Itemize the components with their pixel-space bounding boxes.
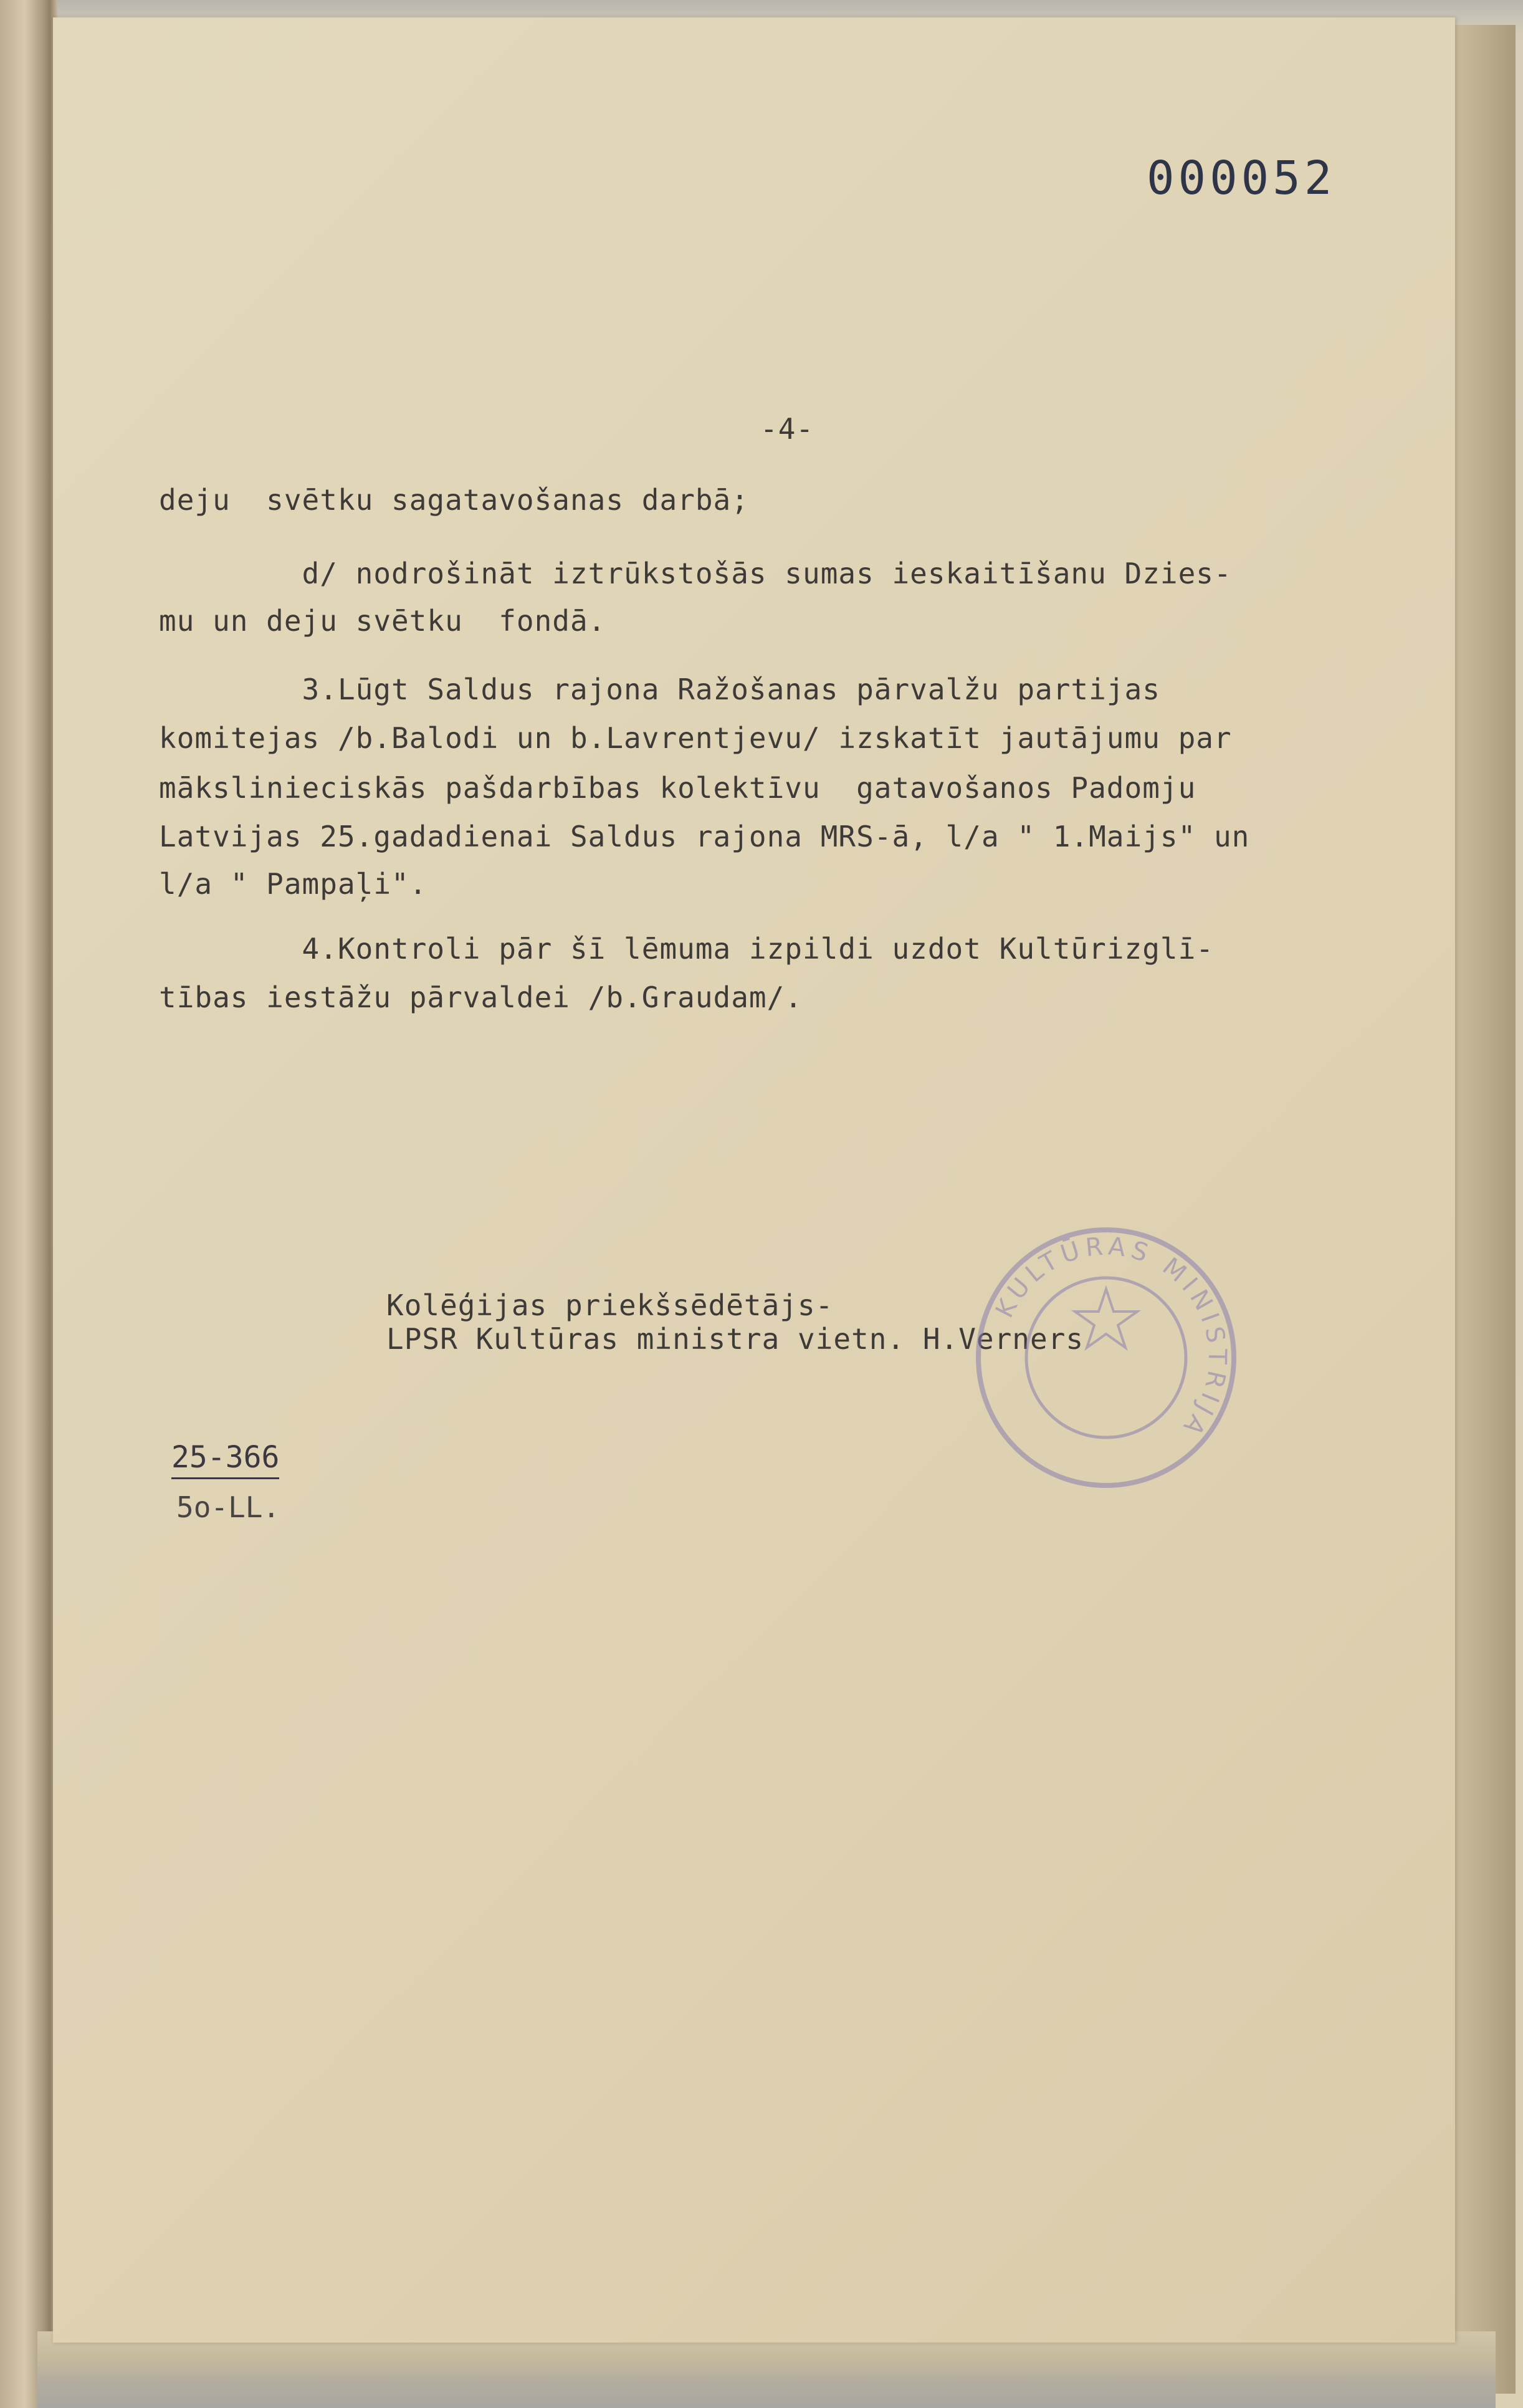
body-line: mu un deju svētku fondā.	[159, 604, 606, 638]
document-page	[53, 17, 1455, 2343]
binder-edge	[0, 0, 57, 2408]
stamp-text: KULTŪRAS MINISTRIJA	[990, 1232, 1232, 1444]
bottom-pages-edge	[37, 2331, 1496, 2408]
body-line: komitejas /b.Balodi un b.Lavrentjevu/ izskatīt jautājumu par	[159, 721, 1232, 755]
page-marker: -4-	[760, 412, 814, 446]
body-line: deju svētku sagatavošanas darbā;	[159, 483, 749, 517]
body-line: 4.Kontroli pār šī lēmuma izpildi uzdot Kultūrizglī-	[159, 932, 1214, 966]
archive-number: 000052	[1147, 151, 1336, 205]
body-line: Latvijas 25.gadadienai Saldus rajona MRS-ā, l/a " 1.Maijs" un	[159, 820, 1250, 853]
body-line: l/a " Pampaļi".	[159, 867, 427, 901]
reference-code: 5o-LL.	[176, 1490, 280, 1524]
official-stamp	[969, 1221, 1243, 1495]
signature-name: LPSR Kultūras ministra vietn. H.Verners	[386, 1322, 1084, 1356]
reference-number: 25-366	[171, 1440, 279, 1479]
body-line: tības iestāžu pārvaldei /b.Graudam/.	[159, 981, 803, 1014]
body-line: mākslinieciskās pašdarbības kolektīvu gatavošanos Padomju	[159, 771, 1196, 805]
body-line: 3.Lūgt Saldus rajona Ražošanas pārvalžu partijas	[159, 673, 1160, 706]
body-line: d/ nodrošināt iztrūkstošās sumas ieskaitīšanu Dzies-	[159, 557, 1232, 590]
signature-title: Kolēģijas priekšsēdētājs-	[386, 1288, 834, 1322]
